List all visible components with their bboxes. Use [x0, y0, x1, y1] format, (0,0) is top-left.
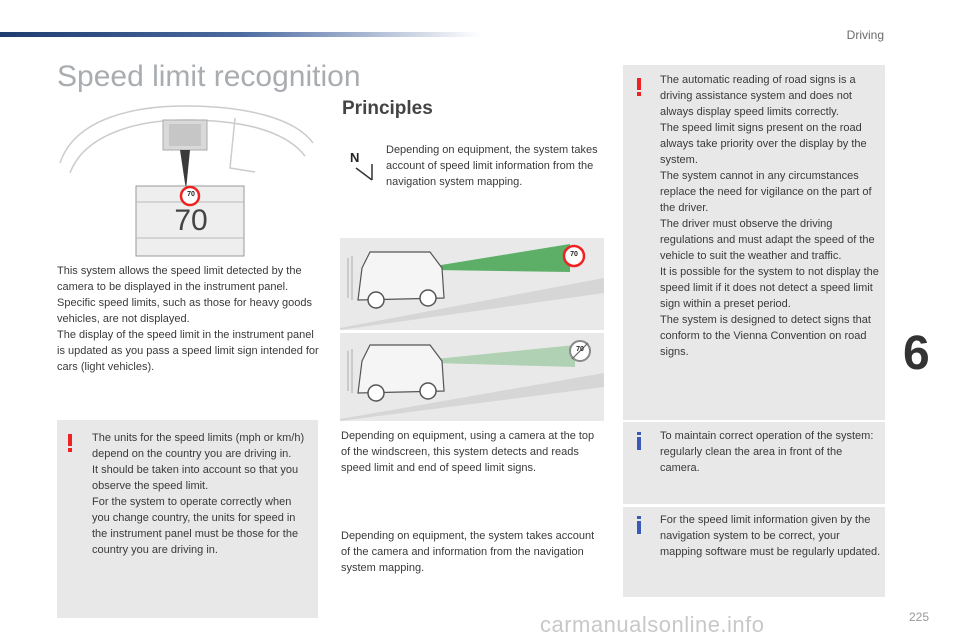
speed-display-value: 70 — [174, 204, 208, 237]
left-description — [57, 263, 319, 375]
camera-navigation-description: Depending on equipment, the system takes account of the camera and information from the navigation system mapping. — [341, 530, 595, 574]
warning-paragraph: For the system to operate correctly when you change country, the units for speed in the instrument panel must be those for the country you are driving in. — [92, 496, 299, 556]
info-icon — [636, 432, 642, 450]
warning-paragraph: The automatic reading of road signs is a driving assistance system and does not always display speed limits correctly. — [660, 74, 856, 118]
speed-sign-bottom-label: 70 — [576, 346, 584, 353]
warning-paragraph: The units for the speed limits (mph or km/h) depend on the country you are driving in. — [92, 432, 305, 460]
warning-paragraph: The system is designed to detect signs that conform to the Vienna Convention on road signs. — [660, 314, 871, 358]
warning-icon — [636, 78, 642, 96]
section-title: Driving — [846, 28, 884, 42]
warning-paragraph: It should be taken into account so that you observe the speed limit. — [92, 464, 299, 492]
info-icon — [636, 516, 642, 534]
warning-paragraph: It is possible for the system to not display the speed limit if it does not detect a speed limit sign within a preset period. — [660, 266, 879, 310]
warning-paragraph: The driver must observe the driving regulations and must adapt the speed of the vehicle to suit the weather and traffic. — [660, 218, 875, 262]
navigation-icon-letter: N — [350, 150, 360, 165]
info-mapping-text: For the speed limit information given by the navigation system to be correct, your mapping software must be regularly updated. — [660, 514, 881, 558]
watermark: carmanualsonline.info — [540, 612, 765, 637]
warning-paragraph: The system cannot in any circumstances replace the need for vigilance on the part of the driver. — [660, 170, 872, 214]
page-number: 225 — [909, 610, 930, 624]
navigation-note: Depending on equipment, the system takes account of speed limit information from the navigation system mapping. — [386, 144, 598, 188]
right-warning-text — [660, 72, 882, 360]
van-camera-illustration-bottom — [340, 333, 604, 421]
principles-heading: Principles — [342, 98, 433, 119]
warning-icon — [67, 434, 73, 452]
camera-description: Depending on equipment, using a camera at the top of the windscreen, this system detects and reads speed limit and end of speed limit signs. — [341, 430, 595, 474]
speed-sign-top-label: 70 — [570, 251, 578, 258]
left-paragraph: The display of the speed limit in the instrument panel is updated as you pass a speed limit sign intended for cars (light vehicles). — [57, 329, 319, 373]
left-paragraph: Specific speed limits, such as those for heavy goods vehicles, are not displayed. — [57, 297, 312, 325]
left-paragraph: This system allows the speed limit detected by the camera to be displayed in the instrument panel. — [57, 265, 302, 293]
page-title: Speed limit recognition — [57, 60, 361, 93]
left-warning-text — [92, 430, 312, 558]
header-bar — [0, 32, 480, 37]
chapter-number: 6 — [903, 327, 930, 380]
info-cleaning-text: To maintain correct operation of the system: regularly clean the area in front of the camera. — [660, 430, 874, 474]
warning-paragraph: The speed limit signs present on the road always take priority over the display by the system. — [660, 122, 867, 166]
speed-sign-label: 70 — [187, 191, 195, 198]
